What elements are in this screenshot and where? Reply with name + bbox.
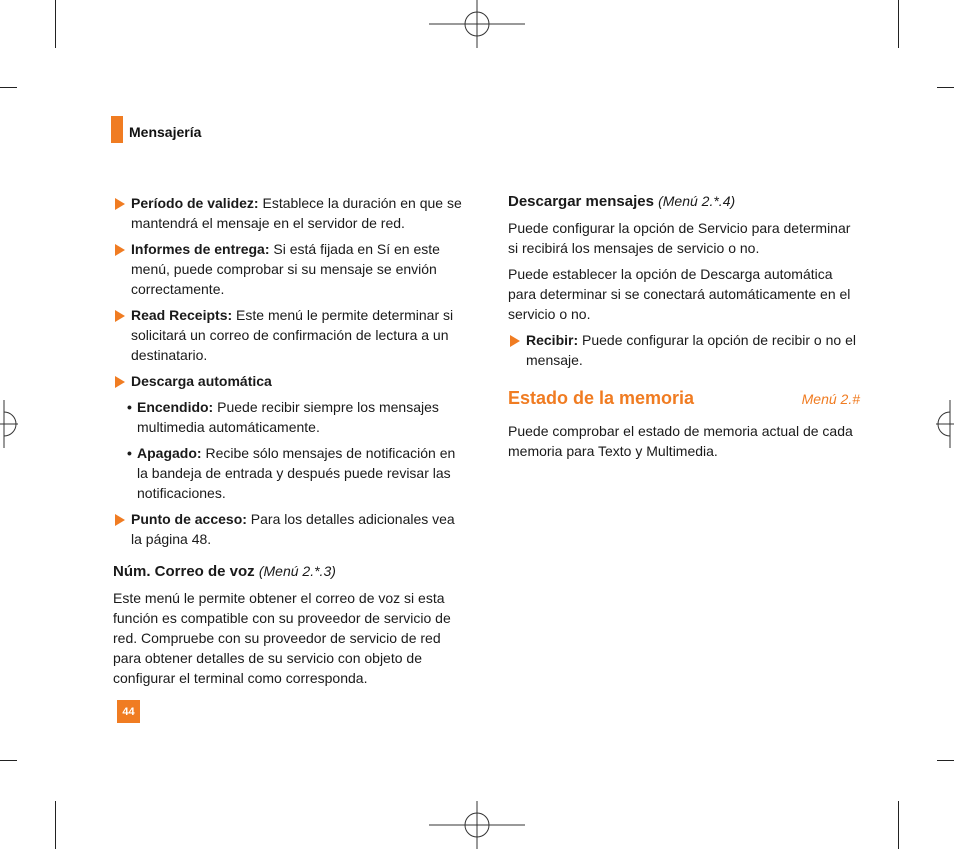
paragraph-descargar-2: Puede establecer la opción de Descarga automática para determinar si se conectará automáticamente en el servicio o no. <box>508 266 851 322</box>
dot-bullet-icon: • <box>127 399 132 415</box>
item-label: Encendido: <box>137 399 214 415</box>
item-label: Punto de acceso: <box>131 511 247 527</box>
menu-reference: (Menú 2.*.3) <box>258 563 336 579</box>
section-tab <box>111 116 123 143</box>
menu-reference: (Menú 2.*.4) <box>658 193 736 209</box>
menu-reference: Menú 2.# <box>801 391 860 407</box>
heading-text: Núm. Correo de voz <box>113 563 255 580</box>
left-column <box>113 193 465 694</box>
item-text: Si está fijada en Sí en este menú, puede comprobar si su mensaje se envión correctamente. <box>131 241 440 297</box>
item-label: Apagado: <box>137 445 202 461</box>
crop-mark <box>55 0 56 48</box>
crop-mark <box>898 0 899 48</box>
paragraph-descargar-1: Puede configurar la opción de Servicio para determinar si recibirá los mensajes de servicio o no. <box>508 220 851 256</box>
item-label: Descarga automática <box>131 373 272 389</box>
crop-mark <box>937 760 954 761</box>
arrow-bullet-icon <box>115 376 125 388</box>
registration-mark <box>0 400 18 448</box>
arrow-bullet-icon <box>115 514 125 526</box>
arrow-bullet-icon <box>115 310 125 322</box>
item-text: Puede configurar la opción de recibir o no el mensaje. <box>526 332 856 368</box>
heading-text: Estado de la memoria <box>508 388 695 408</box>
right-column <box>508 191 860 467</box>
dot-bullet-icon: • <box>127 445 132 461</box>
crop-mark <box>0 87 17 88</box>
list-item-informes <box>113 239 465 299</box>
sub-item-apagado <box>127 443 465 503</box>
crop-mark <box>55 801 56 849</box>
list-item-punto <box>113 509 465 549</box>
item-label: Recibir: <box>526 332 579 348</box>
heading-correo-voz <box>113 561 465 582</box>
paragraph-correo-voz: Este menú le permite obtener el correo de voz si esta función es compatible con su proveedor de servicio de red. Compruebe con su proveedor de servicio de red para obtener detalles de su servicio con objeto de configurar el terminal como corresponda. <box>113 590 451 686</box>
item-label: Informes de entrega: <box>131 241 270 257</box>
item-label: Período de validez: <box>131 195 259 211</box>
item-text: Recibe sólo mensajes de notificación en la bandeja de entrada y después puede revisar las notificaciones. <box>137 445 456 501</box>
list-item-descarga <box>113 371 465 391</box>
heading-text: Descargar mensajes <box>508 193 654 210</box>
arrow-bullet-icon <box>115 244 125 256</box>
registration-mark <box>429 801 525 849</box>
crop-mark <box>0 760 17 761</box>
paragraph-estado: Puede comprobar el estado de memoria actual de cada memoria para Texto y Multimedia. <box>508 423 853 459</box>
heading-estado-memoria <box>508 388 860 409</box>
crop-mark <box>898 801 899 849</box>
section-title: Mensajería <box>129 124 202 140</box>
list-item-validez <box>113 193 465 233</box>
item-text: Para los detalles adicionales vea la página 48. <box>131 511 455 547</box>
sub-item-encendido <box>127 397 465 437</box>
item-text: Este menú le permite determinar si solicitará un correo de confirmación de lectura a un destinatario. <box>131 307 454 363</box>
arrow-bullet-icon <box>510 335 520 347</box>
registration-mark <box>936 400 954 448</box>
arrow-bullet-icon <box>115 198 125 210</box>
list-item-recibir <box>508 330 860 370</box>
crop-mark <box>937 87 954 88</box>
item-label: Read Receipts: <box>131 307 233 323</box>
page-number: 44 <box>117 700 140 723</box>
item-text: Puede recibir siempre los mensajes multimedia automáticamente. <box>137 399 439 435</box>
registration-mark <box>429 0 525 48</box>
heading-descargar <box>508 191 860 212</box>
item-text: Establece la duración en que se mantendrá el mensaje en el servidor de red. <box>131 195 462 231</box>
list-item-receipts <box>113 305 465 365</box>
